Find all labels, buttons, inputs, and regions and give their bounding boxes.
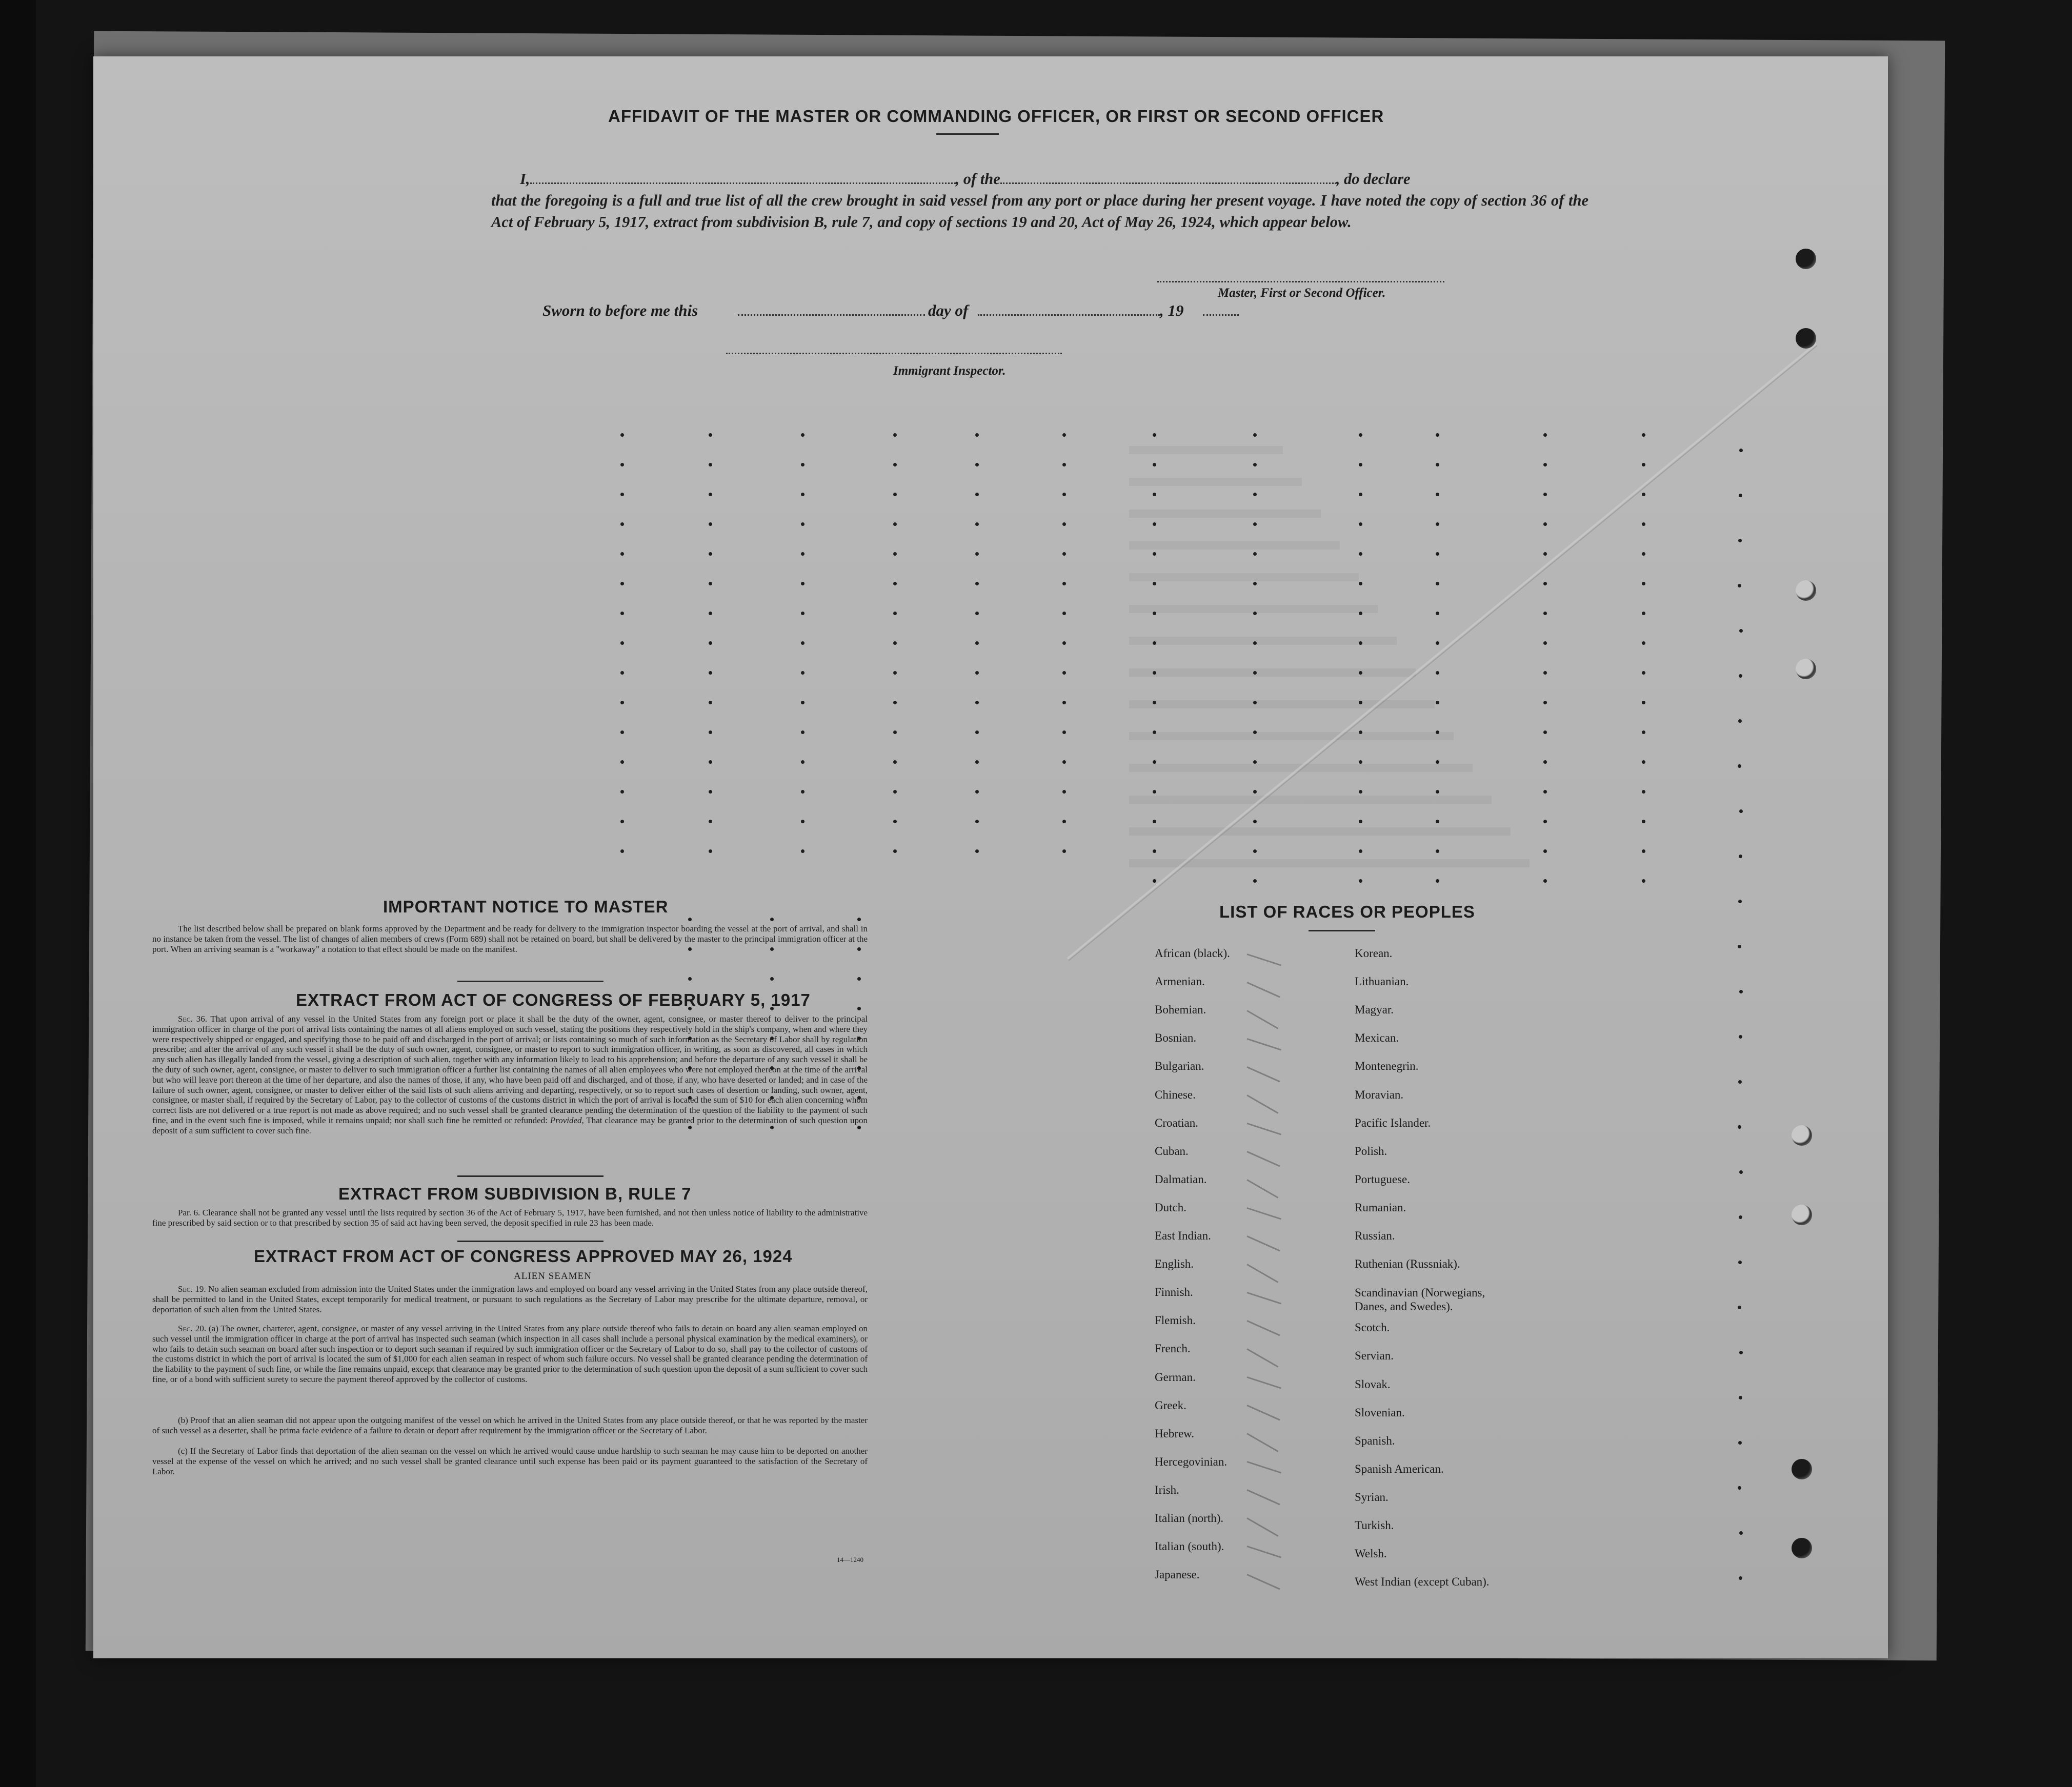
race-item: Montenegrin. [1355,1060,1419,1073]
notice-body: The list described below shall be prepared on blank forms approved by the Department and be ready for delivery to the immigration inspector boarding the vessel at the port of arrival, and shall in no instance be taken from the vessel. The list of changes of alien members of crews (Form 689) shall not be retained on board, but shall be delivered by the master to the principal immigration officer at the port. When an arriving seaman is a "workaway" a notation to that effect should be made on the manifest. [152,924,868,954]
race-item: Korean. [1355,947,1393,960]
race-item: French. [1155,1342,1191,1355]
race-item: Spanish. [1355,1434,1395,1447]
race-item: Pacific Islander. [1355,1116,1431,1129]
race-item: Japanese. [1155,1568,1200,1581]
sec-36-label: Sec. 36. [178,1014,208,1024]
race-item: Servian. [1355,1349,1394,1363]
race-item: Croatian. [1155,1116,1198,1129]
race-item: Slovak. [1355,1377,1391,1391]
race-item: Scandinavian (Norwegians, Danes, and Swedes). [1355,1286,1485,1313]
scanner-edge [0,0,36,1787]
binder-hole [1792,1538,1812,1558]
race-item: Russian. [1355,1229,1395,1242]
binder-hole [1792,1459,1812,1479]
sec-19-label: Sec. 19. [178,1284,206,1294]
sec-20-label: Sec. 20. [178,1324,207,1333]
binder-hole [1792,1205,1812,1225]
binder-hole [1796,249,1816,269]
extract-rule7-title: EXTRACT FROM SUBDIVISION B, RULE 7 [338,1184,692,1203]
binder-hole [1792,1125,1812,1146]
sworn-text-a: Sworn to before me this [542,301,698,319]
extract-1917-title: EXTRACT FROM ACT OF CONGRESS OF FEBRUARY 5, 1917 [296,990,811,1009]
binder-hole [1796,580,1816,601]
race-item: Bulgarian. [1155,1060,1204,1073]
sworn-text-b: day of [928,301,969,319]
sec-36-text: That upon arrival of any vessel in the United States from any foreign port or place it shall be the duty of the owner, agent, consignee, or master thereof to deliver to the principal immigration officer in charge of the port of arrival lists containing the names of all aliens employed on such vessel, stating the positions they respectively hold in the ship's company, when and where they were respectively shipped or engaged, and specifying those to be paid off and discharged in the port of arrival; or lists containing so much of such information as the Secretary of Labor shall by regulation prescribe; and after the arrival of any such vessel it shall be the duty of such owner, agent, consignee, or master to report to such immigration officer, in writing, as soon as discovered, all cases in which any such alien has illegally landed from the vessel, giving a description of such alien, together with any information likely to lead to his apprehension; and before the departure of any such vessel it shall be the duty of such owner, agent, consignee, or master to deliver to such immigration officer a further list containing the names of all alien employees who were not employed thereon at the time of the arrival but who will leave port thereon at the time of her departure, and also the names of those, if any, who have been paid off and discharged, and of those, if any, who have deserted or landed; and in case of the failure of such owner, agent, consignee, or master to deliver either of the said lists of such aliens arriving and departing, respectively, or so to report such cases of desertion or landing, such owner, agent, consignee, or master shall, if required by the Secretary of Labor, pay to the collector of customs of the customs district in which the port of arrival is located the sum of $10 for each alien concerning whom correct lists are not delivered or a true report is not made as above required; and no such vessel shall be granted clearance pending the determination of the question of the liability to the payment of such fine, and in the event such fine is imposed, while it remains unpaid; nor shall such fine be remitted or refunded: [152,1014,868,1125]
race-item: German. [1155,1370,1196,1384]
race-item: Bosnian. [1155,1031,1197,1045]
race-item: Syrian. [1355,1490,1389,1504]
form-number: 14—1240 [837,1556,863,1563]
race-item: English. [1155,1257,1194,1271]
extract-1924-title: EXTRACT FROM ACT OF CONGRESS APPROVED MAY 26, 1924 [254,1247,793,1266]
race-item: East Indian. [1155,1229,1211,1242]
page-crease [93,56,1888,1658]
master-signature-label: Master, First or Second Officer. [1218,286,1386,300]
notice-title: IMPORTANT NOTICE TO MASTER [383,897,669,916]
binder-hole [1796,328,1816,349]
race-item: Bohemian. [1155,1003,1206,1017]
sworn-text-c: , 19 [1160,301,1184,319]
race-item: Dalmatian. [1155,1172,1207,1186]
race-item: Rumanian. [1355,1201,1406,1214]
race-item: African (black). [1155,947,1230,960]
document-page [93,56,1888,1658]
race-item: West Indian (except Cuban). [1355,1575,1490,1589]
sec-20c-paragraph: (c) If the Secretary of Labor finds that deportation of the alien seaman on the vessel on which he arrived would cause undue hardship to such seaman he may cause him to be deported on another vessel at the expense of the vessel on which he arrived; and no such vessel shall be granted clearance until such expense has been paid or its payment guaranteed to the satisfaction of the Secretary of Labor. [152,1446,868,1476]
sec-19-text: No alien seaman excluded from admission into the United States under the immigration laws and employed on board any vessel arriving in the United States from any place outside thereof, shall be permitted to land in the United States, except temporarily for medical treatment, or pursuant to such regulations as the Secretary of Labor may prescribe for the ultimate departure, removal, or deportation of such alien from the United States. [152,1284,868,1314]
race-item: Cuban. [1155,1144,1189,1158]
race-item: Lithuanian. [1355,975,1409,988]
affidavit-body: that the foregoing is a full and true list of all the crew brought in said vessel from any port or place during her present voyage. I have noted the copy of section 36 of the Act of February 5, 1917, extract from subdivision B, rule 7, and copy of sections 19 and 20, Act of May 26, 1924, which appear below. [491,192,1588,231]
race-item: Polish. [1355,1144,1387,1158]
race-item: Chinese. [1155,1088,1196,1101]
race-item: Italian (south). [1155,1540,1224,1553]
alien-seamen-subtitle: ALIEN SEAMEN [514,1271,592,1282]
binder-hole [1796,659,1816,679]
race-item: Spanish American. [1355,1462,1444,1475]
race-item: Armenian. [1155,975,1205,988]
extract-rule7-body: Par. 6. Clearance shall not be granted any vessel until the lists required by section 36 of the Act of February 5, 1917, have been furnished, and not then unless notice of liability to the administrative fine prescribed by said section or to that prescribed by section 35 of said act having been served, the deposit specified in rule 23 has been made. [152,1208,868,1228]
race-item: Slovenian. [1355,1406,1405,1419]
race-item: Portuguese. [1355,1172,1410,1186]
races-title: LIST OF RACES OR PEOPLES [1219,902,1475,921]
race-item: Ruthenian (Russniak). [1355,1257,1460,1271]
race-item: Greek. [1155,1398,1186,1412]
race-item: Irish. [1155,1483,1179,1496]
proviso-text: That clearance may be granted prior to the determination of such question upon deposit of a sum sufficient to cover such fine. [152,1115,868,1135]
proviso-label: Provided, [550,1115,584,1125]
race-item: Flemish. [1155,1314,1196,1327]
race-item: Finnish. [1155,1286,1193,1299]
affidavit-title: AFFIDAVIT OF THE MASTER OR COMMANDING OFFICER, OR FIRST OR SECOND OFFICER [608,107,1384,126]
race-item: Welsh. [1355,1547,1387,1560]
sec-20a-text: (a) The owner, charterer, agent, consignee, or master of any vessel arriving in the United States from any place outside thereof who fails to detain on board any alien seaman employed on such vessel until the immigration officer in charge at the port of arrival has inspected such seaman (which inspection in all cases shall include a personal physical examination by the medical examiners), or who fails to detain such seaman on board after such inspection or to deport such seaman if required by such immigration officer or the Secretary of Labor to do so, shall pay to the collector of customs of the customs district in which the port of arrival is located the sum of $1,000 for each alien seaman in respect of whom such failure occurs. No vessel shall be granted clearance pending the determination of the liability to the payment of such fine, or while the fine remains unpaid, except that clearance may be granted prior to the determination of such question upon the deposit of a sum sufficient to cover such fine, or of a bond with sufficient surety to secure the payment thereof approved by the collector of customs. [152,1324,868,1384]
inspector-label: Immigrant Inspector. [893,364,1006,378]
race-item: Magyar. [1355,1003,1394,1017]
race-item: Dutch. [1155,1201,1186,1214]
race-item: Turkish. [1355,1519,1394,1532]
race-item: Scotch. [1355,1321,1390,1334]
affidavit-declare: , do declare [1336,170,1411,188]
race-item: Hebrew. [1155,1427,1195,1440]
race-item: Mexican. [1355,1031,1399,1045]
race-item: Moravian. [1355,1088,1404,1101]
affidavit-of-the: , of the [955,170,1000,188]
race-item: Italian (north). [1155,1512,1224,1525]
affidavit-i: I, [520,170,530,188]
sec-20b-paragraph: (b) Proof that an alien seaman did not appear upon the outgoing manifest of the vessel on which he arrived in the United States from any place outside thereof, or that he was reported by the master of such vessel as a deserter, shall be prima facie evidence of a failure to detain or deport after requirement by the immigration officer or the Secretary of Labor. [152,1415,868,1435]
race-item: Hercegovinian. [1155,1455,1228,1468]
